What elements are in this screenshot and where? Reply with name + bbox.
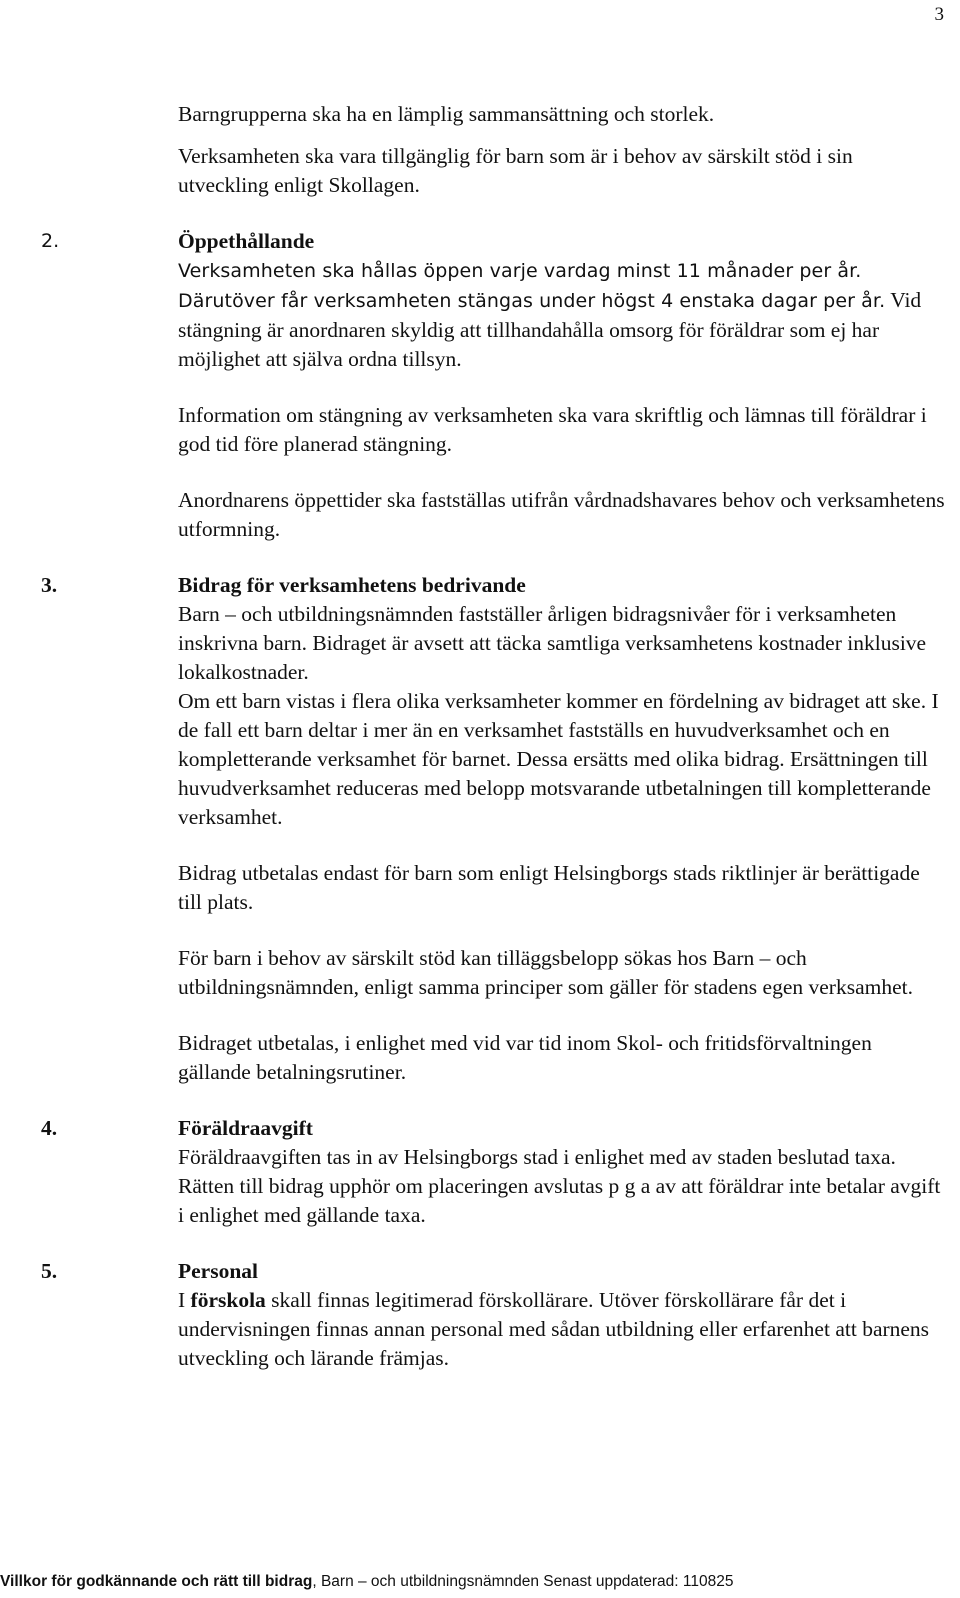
section-title: Personal xyxy=(178,1259,259,1283)
page-footer xyxy=(0,1572,960,1592)
section-paragraph: Bidrag utbetalas endast för barn som enligt Helsingborgs stads riktlinjer är berättigade till plats. xyxy=(178,861,920,914)
section-paragraph: Bidraget utbetalas, i enlighet med vid var tid inom Skol- och fritidsförvaltningen gällande betalningsrutiner. xyxy=(178,1031,872,1084)
section-number: 4. xyxy=(41,1116,58,1140)
page-number: 3 xyxy=(934,4,944,25)
section-number: 5. xyxy=(41,1259,58,1283)
section-paragraph: Rätten till bidrag upphör om placeringen avslutas p g a av att föräldrar inte betalar avgift i enlighet med gällande taxa. xyxy=(178,1174,941,1227)
section-paragraph: Anordnarens öppettider ska fastställas utifrån vårdnadshavares behov och verksamhetens utformning. xyxy=(178,488,945,541)
section-number: 2. xyxy=(41,230,60,252)
footer-meta: , Barn – och utbildningsnämnden Senast uppdaterad: 110825 xyxy=(312,1573,734,1590)
section-paragraph: I förskola skall finnas legitimerad förskollärare. Utöver förskollärare får det i undervisningen finnas annan personal med sådan utbildning eller erfarenhet att barnens utveckling och lärande främjas. xyxy=(178,1288,930,1370)
section-paragraph: Barn – och utbildningsnämnden fastställer årligen bidragsnivåer för i verksamheten inskrivna barn. Bidraget är avsett att täcka samtliga verksamhetens kostnader inklusive lokalkostnader. xyxy=(178,602,927,684)
section-title: Bidrag för verksamhetens bedrivande xyxy=(178,573,526,597)
section-parent-fee xyxy=(41,1114,948,1230)
section-paragraph: Information om stängning av verksamheten ska vara skriftlig och lämnas till föräldrar i god tid före planerad stängning. xyxy=(178,403,927,456)
section-title: Föräldraavgift xyxy=(178,1116,313,1140)
section-staff xyxy=(41,1257,948,1373)
section-paragraph: Föräldraavgiften tas in av Helsingborgs stad i enlighet med av staden beslutad taxa. xyxy=(178,1145,896,1169)
section-number: 3. xyxy=(41,573,58,597)
section-opening-hours xyxy=(41,227,948,544)
section-paragraph: Om ett barn vistas i flera olika verksamheter kommer en fördelning av bidraget att ske. I de fall ett barn deltar i mer än en verksamhet fastställs en huvudverksamhet och en kompletterande verksamhet för barnet. Dessa ersätts med olika bidrag. Ersättningen till huvudverksamhet reduceras med belopp motsvarande utbetalningen till kompletterande verksamhet. xyxy=(178,689,939,829)
footer-document-title: Villkor för godkännande och rätt till bidrag xyxy=(0,1573,313,1590)
section-paragraph: Verksamheten ska hållas öppen varje vardag minst 11 månader per år. Därutöver får verksamheten stängas under högst 4 enstaka dagar per år. Vid stängning är anordnaren skyldig att tillhandahålla omsorg för föräldrar som ej har möjlighet att själva ordna tillsyn. xyxy=(178,260,922,371)
intro-paragraph-group-size: Barngrupperna ska ha en lämplig sammansättning och storlek. xyxy=(178,102,715,126)
emphasis-preschool: förskola xyxy=(190,1288,266,1312)
section-paragraph: För barn i behov av särskilt stöd kan tilläggsbelopp sökas hos Barn – och utbildningsnämnden, enligt samma principer som gäller för stadens egen verksamhet. xyxy=(178,946,913,999)
document-body xyxy=(41,100,948,1373)
section-title: Öppethållande xyxy=(178,229,315,253)
section-funding xyxy=(41,571,948,1087)
intro-paragraph-accessibility: Verksamheten ska vara tillgänglig för barn som är i behov av särskilt stöd i sin utveckling enligt Skollagen. xyxy=(178,144,853,197)
